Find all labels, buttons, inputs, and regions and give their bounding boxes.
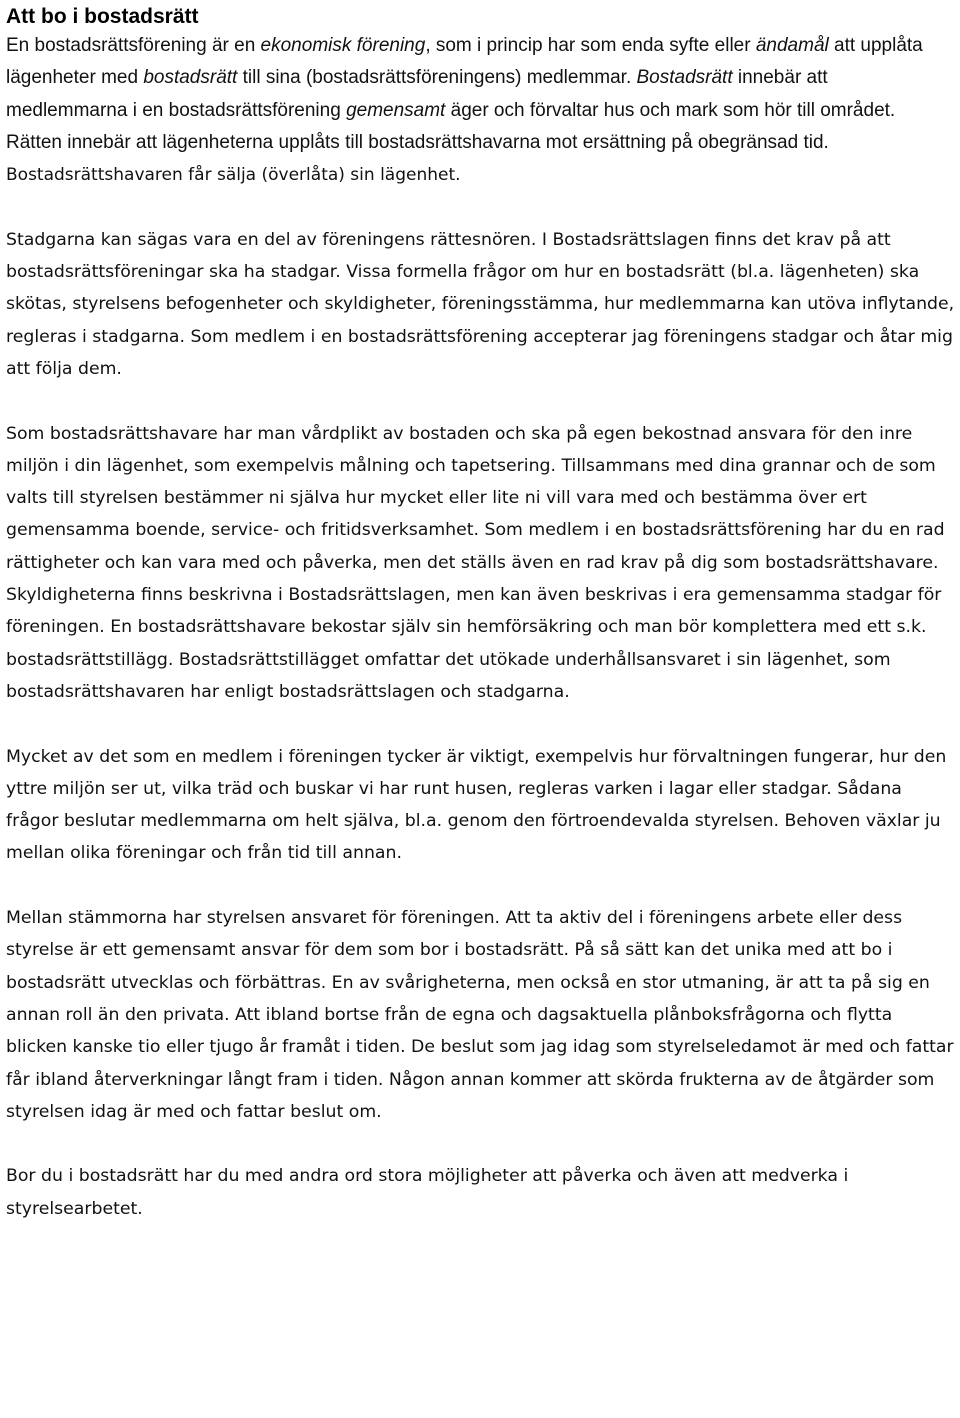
intro-text-6: äger och förvaltar hus och mark som hör till området. Rätten innebär att lägenheterna upplåts till bostadsrättshavarna mot ersättning på obegränsad tid.	[6, 99, 896, 153]
intro-text-5: innebär att medlemmarna i en bostadsrättsförening	[6, 67, 828, 121]
paragraph-paverka: Bor du i bostadsrätt har du med andra ord stora möjligheter att påverka och även att medverka i styrelsearbetet.	[6, 1166, 849, 1219]
paragraph-stadgar: Stadgarna kan sägas vara en del av föreningens rättesnören. I Bostadsrättslagen finns det krav på att bostadsrättsföreningar ska ha stadgar. Vissa formella frågor om hur en bostadsrätt (bl.a. lägenheten) ska skötas, styrelsens befogenheter och skyldigheter, föreningsstämma, hur medlemmarna kan utöva inflytande, regleras i stadgarna. Som medlem i en bostadsrättsförening accepterar jag föreningens stadgar och åtar mig att följa dem.	[6, 229, 955, 379]
intro-term-bostadsratt: bostadsrätt	[143, 67, 238, 89]
intro-paragraph	[6, 30, 954, 191]
paragraph-medlem: Mycket av det som en medlem i föreningen tycker är viktigt, exempelvis hur förvaltningen fungerar, hur den yttre miljön ser ut, vilka träd och buskar vi har runt husen, regleras varken i lagar eller stadgar. Sådana frågor beslutar medlemmarna om helt själva, bl.a. genom den förtroendevalda styrelsen. Behoven växlar ju mellan olika föreningar och från tid till annan.	[6, 746, 947, 864]
intro-text-2: , som i princip har som enda syfte eller	[425, 35, 756, 56]
intro-text-3: att upplåta lägenheter med	[6, 35, 923, 89]
paragraph-vardplikt: Som bostadsrättshavare har man vårdplikt av bostaden och ska på egen bekostnad ansvara för den inre miljön i din lägenhet, som exempelvis målning och tapetsering. Tillsammans med dina grannar och de som valts till styrelsen bestämmer ni själva hur mycket eller lite ni vill vara med och bestämma över ert gemensamma boende, service- och fritidsverksamhet. Som medlem i en bostadsrättsförening har du en rad rättigheter och kan vara med och påverka, men det ställs även en rad krav på dig som bostadsrättshavare. Skyldigheterna finns beskrivna i Bostadsrättslagen, men kan även beskrivas i era gemensamma stadgar för föreningen. En bostadsrättshavare bekostar själv sin hemförsäkring och man bör komplettera med ett s.k. bostadsrättstillägg. Bostadsrättstillägget omfattar det utökade underhållsansvaret i sin lägenhet, som bostadsrättshavaren har enligt bostadsrättslagen och stadgarna.	[6, 423, 945, 702]
intro-text-1: En bostadsrättsförening är en	[6, 35, 261, 56]
intro-term-bostadsratt-cap: Bostadsrätt	[636, 67, 733, 89]
document-title: Att bo i bostadsrätt	[6, 5, 199, 28]
intro-term-gemensamt: gemensamt	[346, 99, 446, 121]
intro-term-ekonomisk-forening: ekonomisk förening	[260, 35, 426, 56]
intro-term-andamal: ändamål	[755, 35, 829, 56]
intro-text-7: Bostadsrättshavaren får sälja (överlåta) sin lägenhet.	[6, 165, 461, 186]
intro-text-4: till sina (bostadsrättsföreningens) medlemmar.	[237, 67, 637, 89]
paragraph-styrelsen: Mellan stämmorna har styrelsen ansvaret för föreningen. Att ta aktiv del i föreningens arbete eller dess styrelse är ett gemensamt ansvar för dem som bor i bostadsrätt. På så sätt kan det unika med att bo i bostadsrätt utvecklas och förbättras. En av svårigheterna, men också en stor utmaning, är att ta på sig en annan roll än den privata. Att ibland bortse från de egna och dagsaktuella plånboksfrågorna och flytta blicken kanske tio eller tjugo år framåt i tiden. De beslut som jag idag som styrelseledamot är med och fattar får ibland återverkningar långt fram i tiden. Någon annan kommer att skörda frukterna av de åtgärder som styrelsen idag är med och fattar beslut om.	[6, 908, 954, 1122]
